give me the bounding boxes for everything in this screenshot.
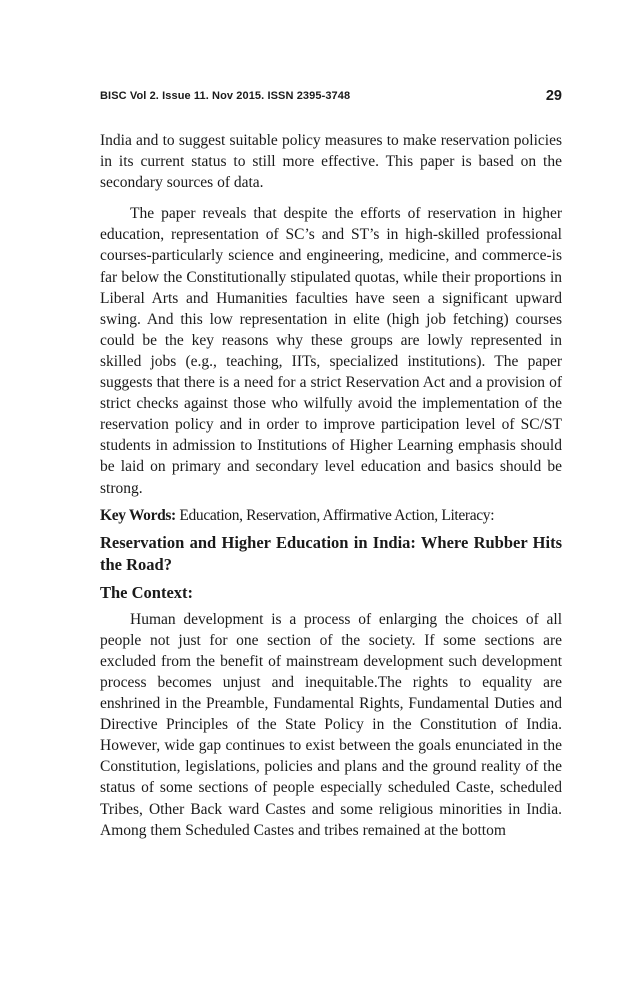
page-number: 29	[545, 88, 562, 104]
keywords-label: Key Words:	[100, 506, 176, 524]
abstract-paragraph: The paper reveals that despite the efforts of reservation in higher education, representation of SC’s and ST’s in high-skilled professional courses-particularly science and engineering, medicine, and commerce-is far below the Constitutionally stipulated quotas, while their proportions in Liberal Arts and Humanities faculties have seen a significant upward swing. And this low representation in elite (high job fetching) courses could be the key reasons why these groups are lowly represented in skilled jobs (e.g., teaching, IITs, specialized institutions). The paper suggests that there is a need for a strict Reservation Act and a provision of strict checks against those who wilfully avoid the implementation of the reservation policy and in order to improve participation level of SC/ST students in admission to Institutions of Higher Learning emphasis should be laid on primary and secondary level education and basics should be strong.	[100, 205, 562, 497]
subsection-title: The Context:	[100, 582, 194, 602]
running-header	[100, 88, 562, 110]
keywords-text: Education, Reservation, Affirmative Action, Literacy:	[175, 506, 495, 524]
section-title: Reservation and Higher Education in India: Where Rubber Hits the Road?	[100, 532, 562, 574]
lead-paragraph: India and to suggest suitable policy measures to make reservation policies in its current status to still more effective. This paper is based on the secondary sources of data.	[100, 132, 562, 192]
page-body	[100, 130, 562, 841]
context-paragraph: Human development is a process of enlarging the choices of all people not just for one section of the society. If some sections are excluded from the benefit of mainstream development such development process becomes unjust and inequitable.The rights to equality are enshrined in the Preamble, Fundamental Rights, Fundamental Duties and Directive Principles of the State Policy in the Constitution of India. However, wide gap continues to exist between the goals enunciated in the Constitution, legislations, policies and plans and the ground reality of the status of some sections of people especially scheduled Caste, scheduled Tribes, Other Back ward Castes and some religious minorities in India. Among them Scheduled Castes and tribes remained at the bottom	[100, 610, 562, 839]
keywords-line	[100, 505, 562, 526]
journal-running-head: BISC Vol 2. Issue 11. Nov 2015. ISSN 2395-3748	[100, 90, 351, 102]
